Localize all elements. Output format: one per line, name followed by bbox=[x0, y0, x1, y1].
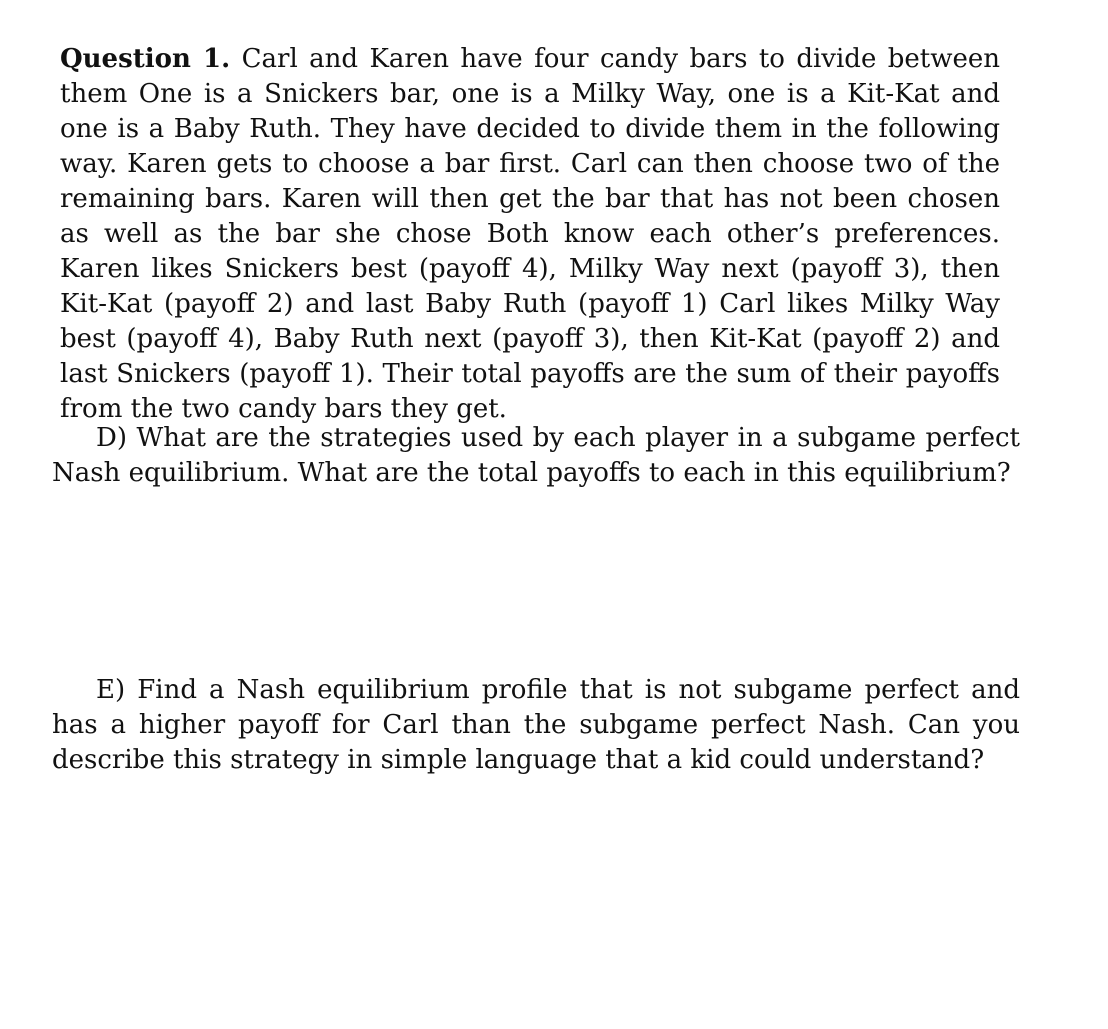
question-label: Question 1. bbox=[60, 44, 231, 74]
part-d-question: D) What are the strategies used by each player in a subgame perfect Nash equilibrium. What are the total payoffs to each in this equilibrium? bbox=[52, 423, 1020, 488]
part-e-question: E) Find a Nash equilibrium profile that is not subgame perfect and has a higher payoff for Carl than the subgame perfect Nash. Can you describe this strategy in simple language that a kid could understand? bbox=[52, 675, 1020, 775]
question-text: Carl and Karen have four candy bars to divide between them One is a Snickers bar, one is a Milky Way, one is a Kit-Kat and one is a Baby Ruth. They have decided to divide them in the following way. Karen gets to choose a bar first. Carl can then choose two of the remaining bars. Karen will then get the bar that has not been chosen as well as the bar she chose Both know each other’s preferences. Karen likes Snickers best (payoff 4), Milky Way next (payoff 3), then Kit-Kat (payoff 2) and last Baby Ruth (payoff 1) Carl likes Milky Way best (payoff 4), Baby Ruth next (payoff 3), then Kit-Kat (payoff 2) and last Snickers (payoff 1). Their total payoffs are the sum of their payoffs from the two candy bars they get. bbox=[60, 44, 1000, 424]
question-paragraph bbox=[60, 42, 1000, 427]
